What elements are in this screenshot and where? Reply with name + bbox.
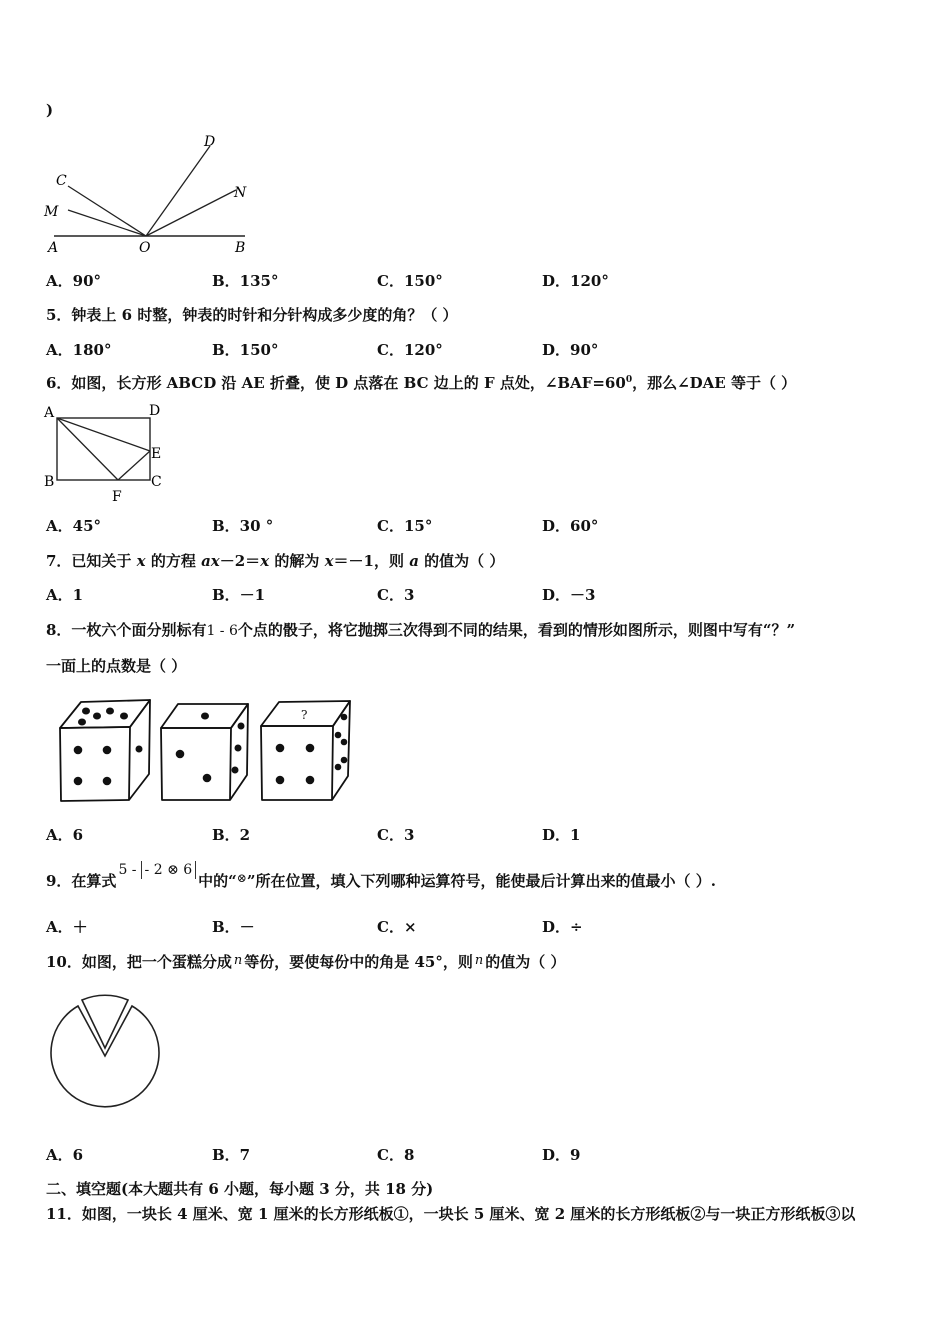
prev-option-a: A．90° [46, 272, 102, 290]
q7-option-d: D．－3 [542, 586, 596, 604]
q5-stem: 5．钟表上 6 时整，钟表的时针和分针构成多少度的角？（ ） [46, 306, 458, 324]
q10-option-b: B．7 [212, 1146, 251, 1164]
question-mark: ? [301, 708, 308, 722]
q10-option-d: D．9 [542, 1146, 581, 1164]
q5-option-b: B．150° [212, 341, 279, 359]
q6-option-d: D．60° [542, 517, 599, 535]
q10-option-c: C．8 [377, 1146, 415, 1164]
q9-option-c: C．× [377, 918, 417, 936]
q5-option-d: D．90° [542, 341, 599, 359]
label-b: B [44, 474, 55, 490]
cake-figure [48, 990, 168, 1120]
q10-stem: 10．如图，把一个蛋糕分成 n 等份，要使每份中的角是 45°，则 n 的值为（ ） [46, 953, 566, 971]
label-o: O [139, 240, 151, 256]
q8-option-a: A．6 [46, 826, 84, 844]
q7-option-b: B．－1 [212, 586, 266, 604]
angle-figure [40, 128, 270, 258]
label-c: C [56, 173, 67, 189]
label-f: F [112, 489, 122, 505]
prev-option-c: C．150° [377, 272, 443, 290]
q9-option-a: A．＋ [46, 918, 88, 936]
q9-stem: 9．在算式5 - - 2 ⊗ 6中的“⊗”所在位置，填入下列哪种运算符号，能使最后计算出来的值最小（ ）. [46, 862, 716, 890]
q7-option-a: A．1 [46, 586, 84, 604]
label-d: D [149, 403, 161, 419]
dice-figure [50, 692, 370, 810]
q5-option-a: A．180° [46, 341, 112, 359]
label-a: A [48, 240, 59, 256]
q7-stem: 7．已知关于 x 的方程 ax－2＝x 的解为 x＝－1，则 a 的值为（ ） [46, 552, 505, 570]
prev-option-d: D．120° [542, 272, 609, 290]
label-c: C [151, 474, 162, 490]
q5-option-c: C．120° [377, 341, 443, 359]
q8-stem: 8．一枚六个面分别标有1 - 6个点的骰子，将它抛掷三次得到不同的结果，看到的情形如图所示，则图中写有“？” [46, 621, 796, 639]
prev-option-b: B．135° [212, 272, 279, 290]
otimes-symbol: ⊗ [236, 871, 247, 885]
prev-question-tail: ) [46, 101, 54, 119]
formula: 5 - - 2 ⊗ 6 [118, 861, 196, 879]
label-n: N [234, 185, 247, 201]
q9-option-b: B．－ [212, 918, 255, 936]
q8-option-b: B．2 [212, 826, 251, 844]
q9-option-d: D．÷ [542, 918, 583, 936]
label-b: B [235, 240, 246, 256]
q6-option-b: B．30 ° [212, 517, 274, 535]
section-title: 二、填空题(本大题共有 6 小题，每小题 3 分，共 18 分) [46, 1180, 434, 1198]
q6-option-c: C．15° [377, 517, 433, 535]
label-e: E [151, 446, 162, 462]
q8-stem-line2: 一面上的点数是（ ） [46, 657, 187, 675]
rectangle-fold-figure [40, 398, 175, 508]
label-m: M [44, 204, 59, 220]
q7-option-c: C．3 [377, 586, 415, 604]
label-d: D [204, 134, 216, 150]
q11-stem: 11．如图，一块长 4 厘米、宽 1 厘米的长方形纸板①，一块长 5 厘米、宽 2 厘米的长方形纸板②与一块正方形纸板③以 [46, 1205, 856, 1223]
q8-option-d: D．1 [542, 826, 581, 844]
q6-option-a: A．45° [46, 517, 102, 535]
q10-option-a: A．6 [46, 1146, 84, 1164]
q8-option-c: C．3 [377, 826, 415, 844]
label-a: A [44, 405, 55, 421]
q6-stem: 6．如图，长方形 ABCD 沿 AE 折叠，使 D 点落在 BC 边上的 F 点处，$\angle BAF=60^0$，那么∠DAE 等于（ ） [46, 374, 797, 392]
